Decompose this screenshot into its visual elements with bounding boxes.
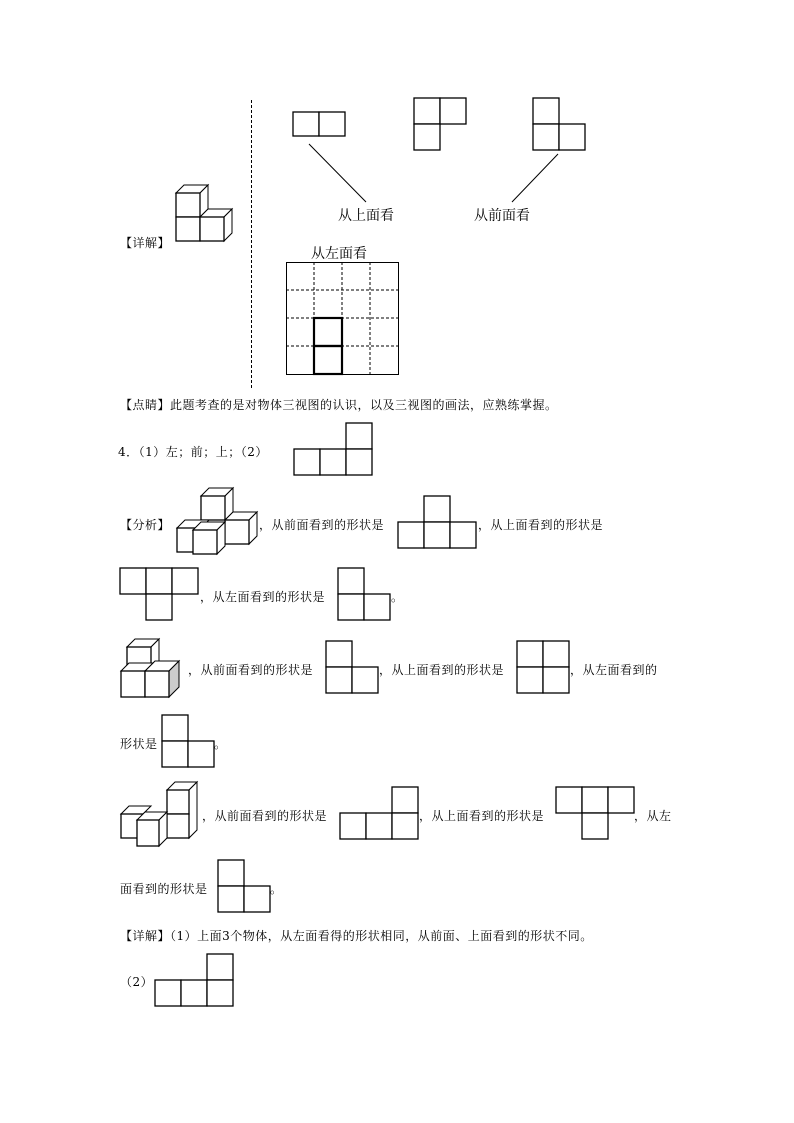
object-2-figure xyxy=(119,633,187,701)
obj3-front-view xyxy=(340,787,420,841)
obj3-top-text: ，从上面看到的形状是 xyxy=(419,809,545,823)
obj1-front-text: ，从前面看到的形状是 xyxy=(259,518,385,532)
view-front-label: 从前面看 xyxy=(474,208,530,224)
comment-text: 【点睛】此题考查的是对物体三视图的认识，以及三视图的画法，应熟练掌握。 xyxy=(120,398,558,412)
detail2-line1: 【详解】（1）上面3个物体，从左面看得的形状相同，从前面、上面看到的形状不同。 xyxy=(120,929,593,943)
view-left-label: 从左面看 xyxy=(311,246,367,262)
obj2-left-view xyxy=(162,715,216,769)
obj3-left-view xyxy=(218,860,272,914)
detail2-answer-shape xyxy=(155,954,235,1008)
obj1-left-text: ，从左面看到的形状是 xyxy=(200,590,326,604)
obj2-top-text: ，从上面看到的形状是 xyxy=(379,663,505,677)
obj2-end: 。 xyxy=(214,737,227,751)
obj2-left-text-b: 形状是 xyxy=(120,737,158,751)
obj3-top-view xyxy=(556,787,636,841)
view-top-label: 从上面看 xyxy=(338,208,394,224)
obj2-front-view xyxy=(326,641,380,695)
q4-answer-shape xyxy=(294,423,374,477)
q4-answer: 4．（1）左；前；上；（2） xyxy=(118,445,268,459)
obj2-front-text: ，从前面看到的形状是 xyxy=(188,663,314,677)
detail-label: 【详解】 xyxy=(120,236,171,250)
obj1-front-view xyxy=(398,496,478,550)
obj3-left-text-b: 面看到的形状是 xyxy=(120,882,208,896)
obj1-top-view xyxy=(120,568,200,622)
object-1-figure xyxy=(175,488,259,556)
object-3-figure xyxy=(119,780,203,848)
obj2-left-text-a: ，从左面看到的 xyxy=(570,663,658,677)
obj1-end: 。 xyxy=(391,590,404,604)
answer-grid xyxy=(286,262,400,378)
obj2-top-view xyxy=(517,641,571,695)
obj3-end: 。 xyxy=(270,882,283,896)
analysis-label: 【分析】 xyxy=(120,518,171,532)
detail2-line2-prefix: （2） xyxy=(120,975,154,989)
obj3-front-text: ，从前面看到的形状是 xyxy=(202,809,328,823)
obj1-top-text: ，从上面看到的形状是 xyxy=(478,518,604,532)
pointer-lines xyxy=(0,0,794,260)
obj1-left-view xyxy=(338,568,392,622)
obj3-left-text-a: ，从左 xyxy=(634,809,672,823)
